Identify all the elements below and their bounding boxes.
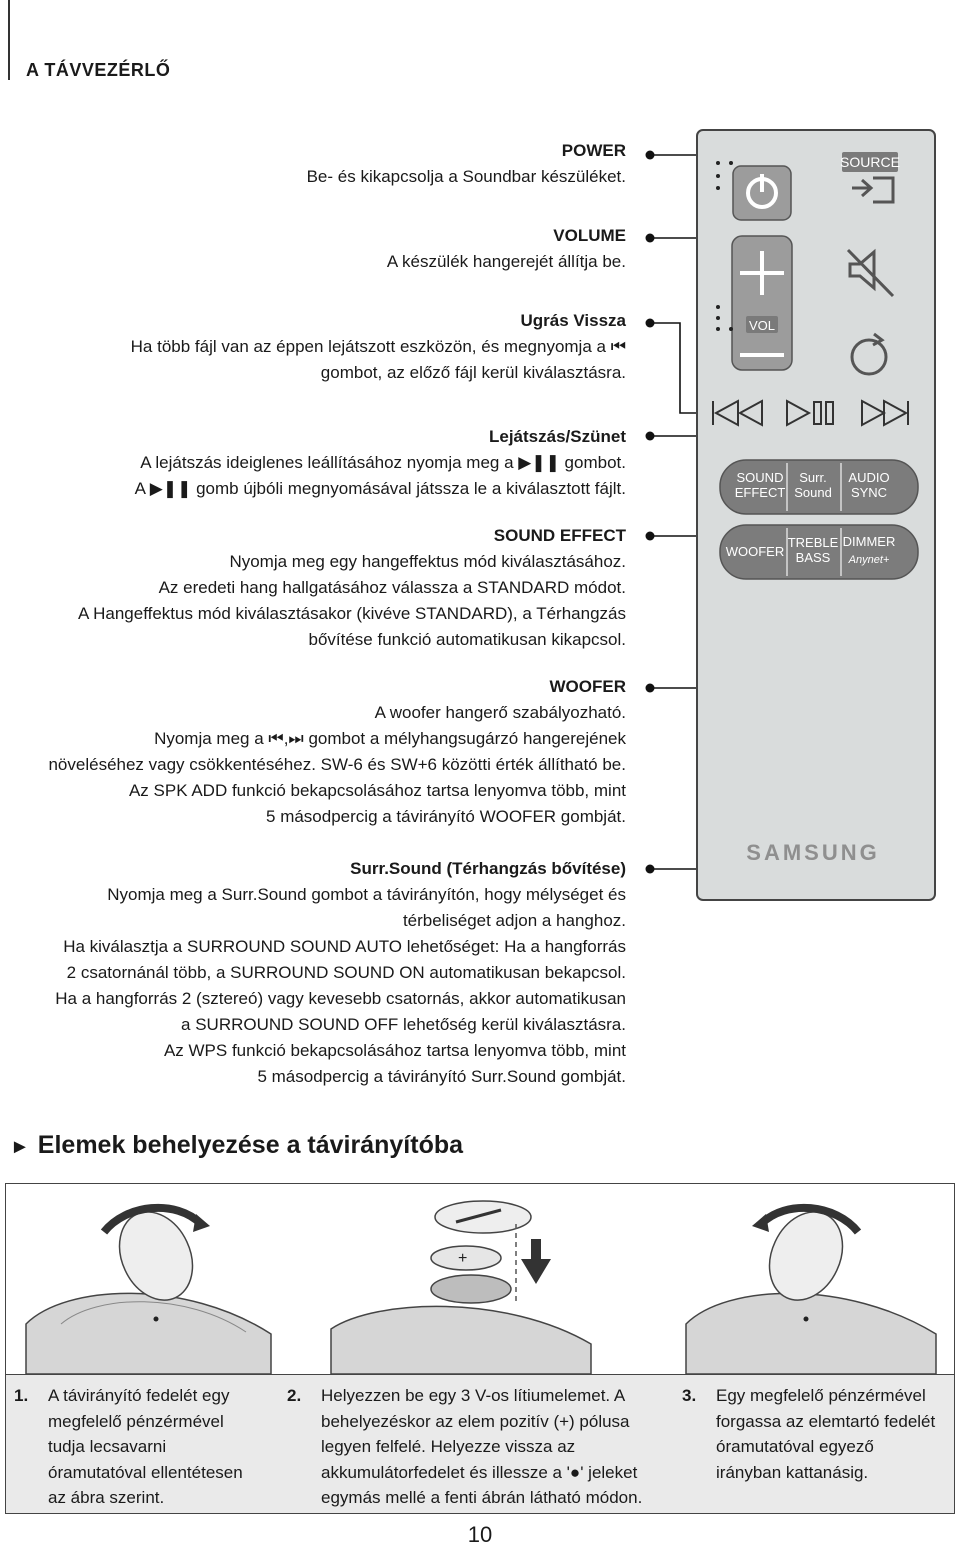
leader-dots (646, 151, 655, 874)
audio-sync-label-2: SYNC (850, 485, 888, 500)
desc-line: bővítése funkció automatikusan kikapcsol. (308, 630, 626, 649)
step-line: forgassa az elemtartó fedelét (716, 1411, 936, 1431)
section-title: A TÁVVEZÉRLŐ (26, 60, 171, 80)
surr-sound-label-1: Surr. (799, 470, 827, 485)
desc-line: Ha a hangforrás 2 (sztereó) vagy kevesebb csatornás, akkor automatikusan (55, 989, 626, 1008)
desc-line: Nyomja meg a Surr.Sound gombot a távirányítón, hogy mélységet és (107, 885, 626, 904)
step-line: Helyezzen be egy 3 V-os lítiumelemet. A (321, 1386, 626, 1405)
desc-line: Az WPS funkció bekapcsolásához tartsa lenyomva több, mint (163, 1041, 626, 1060)
battery-illustrations (6, 1184, 953, 1374)
battery-section-title (10, 1131, 463, 1160)
step-line: óramutatóval ellentétesen (48, 1462, 243, 1482)
step2-illustration (331, 1201, 591, 1374)
desc-line: Nyomja meg egy hangeffektus mód kiválasztásához. (229, 552, 626, 571)
desc-line: A készülék hangerejét állítja be. (386, 252, 626, 271)
desc-line: gombot, az előző fájl kerül kiválasztásra. (320, 363, 626, 382)
anynet-label: Anynet+ (848, 554, 890, 566)
treble-label: TREBLE (787, 535, 839, 550)
step3-illustration (686, 1200, 936, 1374)
desc-heading: VOLUME (553, 226, 626, 245)
triangle-arrow-icon: ► (10, 1136, 30, 1158)
step-line: megfelelő pénzérmével (48, 1411, 224, 1431)
desc-line: Be- és kikapcsolja a Soundbar készüléket. (306, 167, 626, 186)
desc-line: Nyomja meg a ⏮,⏭ gombot a mélyhangsugárzó hangerejének (154, 729, 626, 748)
samsung-logo: SAMSUNG (746, 840, 880, 865)
battery-title-text: Elemek behelyezése a távirányítóba (37, 1131, 464, 1159)
step-number: 1. (14, 1386, 29, 1405)
step-line: A távirányító fedelét egy (48, 1386, 230, 1405)
desc-line: A Hangeffektus mód kiválasztásakor (kivéve STANDARD), a Térhangzás (77, 604, 626, 623)
desc-heading: Ugrás Vissza (520, 311, 626, 330)
vol-label: VOL (748, 318, 776, 333)
desc-line: növeléséhez vagy csökkentéséhez. SW-6 és SW+6 közötti érték állítható be. (48, 755, 626, 774)
sound-effect-label-2: EFFECT (734, 485, 786, 500)
power-icon (733, 166, 791, 220)
surr-sound-label-2: Sound (794, 485, 832, 500)
desc-line: Ha kiválasztja a SURROUND SOUND AUTO lehetőséget: Ha a hangforrás (63, 937, 626, 956)
step-line: legyen felfelé. Helyezze vissza az (321, 1437, 576, 1456)
desc-heading: POWER (561, 141, 626, 160)
source-label: SOURCE (840, 154, 900, 170)
battery-steps (5, 1374, 955, 1514)
step-line: akkumulátorfedelet és illessze a '●' jeleket (321, 1462, 638, 1482)
desc-line: A woofer hangerő szabályozható. (374, 703, 626, 722)
step-line: Egy megfelelő pénzérmével (716, 1386, 926, 1405)
svg-text:+: + (458, 1250, 468, 1267)
desc-line: Ha több fájl van az éppen lejátszott eszközön, és megnyomja a ⏮ (130, 337, 626, 356)
step-line: az ábra szerint. (48, 1488, 165, 1507)
desc-line: 2 csatornánál több, a SURROUND SOUND ON automatikusan bekapcsol. (66, 963, 626, 982)
battery-illustration-panel (5, 1183, 955, 1376)
desc-line: A lejátszás ideiglenes leállításához nyomja meg a ▶❚❚ gombot. (140, 453, 626, 472)
desc-line: a SURROUND SOUND OFF lehetőség kerül kiválasztásra. (181, 1015, 626, 1034)
desc-heading: WOOFER (549, 677, 626, 696)
desc-heading: Surr.Sound (Térhangzás bővítése) (350, 859, 626, 878)
step-line: egymás mellé a fenti ábrán látható módon. (321, 1488, 643, 1507)
page-number: 10 (467, 1522, 493, 1547)
woofer-label: WOOFER (725, 544, 785, 559)
desc-heading: SOUND EFFECT (493, 526, 626, 545)
desc-line: A ▶❚❚ gomb újbóli megnyomásával játssza le a kiválasztott fájlt. (134, 479, 626, 498)
desc-heading: Lejátszás/Szünet (489, 427, 626, 446)
sound-effect-label-1: SOUND (736, 470, 784, 485)
step-line: behelyezéskor az elem pozitív (+) pólusa (321, 1411, 630, 1431)
step1-illustration (26, 1200, 271, 1374)
bass-label: BASS (795, 550, 831, 565)
desc-line: 5 másodpercig a távirányító WOOFER gombját. (266, 807, 626, 826)
desc-line: Az eredeti hang hallgatásához válassza a STANDARD módot. (158, 578, 626, 597)
step-line: irányban kattanásig. (716, 1462, 869, 1482)
step-number: 2. (287, 1386, 302, 1405)
desc-line: 5 másodpercig a távirányító Surr.Sound gombját. (257, 1067, 626, 1086)
step-line: tudja lecsavarni (48, 1437, 167, 1456)
step-number: 3. (682, 1386, 697, 1405)
step-line: óramutatóval egyező (716, 1437, 874, 1456)
desc-line: térbeliséget adjon a hanghoz. (402, 911, 626, 930)
dimmer-label: DIMMER (842, 534, 896, 549)
audio-sync-label-1: AUDIO (848, 470, 890, 485)
desc-line: Az SPK ADD funkció bekapcsolásához tartsa lenyomva több, mint (128, 781, 626, 800)
